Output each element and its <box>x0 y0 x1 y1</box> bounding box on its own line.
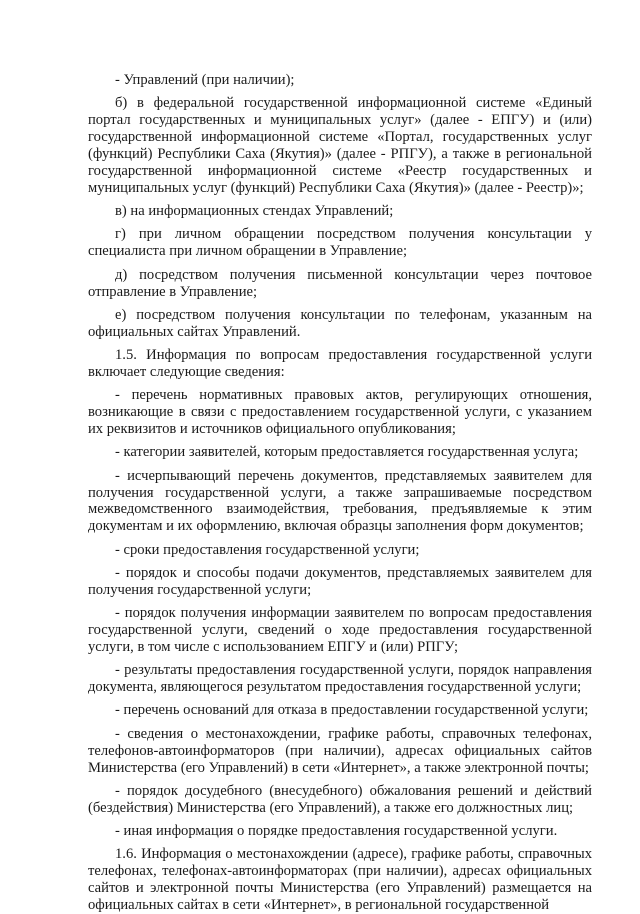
list-item-information-order: - порядок получения информации заявителем по вопросам предоставления государственной услуги, сведений о ходе предоставления государственной услуги, в том числе с использованием ЕПГУ и (или) РПГУ; <box>88 605 592 655</box>
paragraph-item-d-written: д) посредством получения письменной консультации через почтовое отправление в Управление; <box>88 266 592 300</box>
paragraph-item-e-phone: е) посредством получения консультации по телефонам, указанным на официальных сайтах Управлений. <box>88 306 592 340</box>
list-item-applicant-categories: - категории заявителей, которым предоставляется государственная услуга; <box>115 444 579 461</box>
paragraph-section-1-6: 1.6. Информация о местонахождении (адресе), графике работы, справочных телефонах, телефонах-автоинформаторах (при наличии), адресах официальных сайтов и электронной почты Министерства (его Управлений) размещается на официальных сайтах в сети «Интернет», в региональной государственной <box>88 846 592 914</box>
list-item-appeal-procedure: - порядок досудебного (внесудебного) обжалования решений и действий (бездействия) Министерства (его Управлений), а также его должностных лиц; <box>88 782 592 816</box>
list-item-documents: - исчерпывающий перечень документов, представляемых заявителем для получения государственной услуги, а также запрашиваемые посредством межведомственного взаимодействия, требования, предъявляемые к этим документам и их оформлению, включая образцы заполнения форм документов; <box>88 467 592 535</box>
document-page <box>88 72 592 914</box>
paragraph-item-b-epgu: б) в федеральной государственной информационной системе «Единый портал государственных и муниципальных услуг» (далее - ЕПГУ) и (или) государственной информационной системе «Портал, государственных услуг (функций) Республики Саха (Якутия)» (далее - РПГУ), а также в региональной государственной информационной системе «Реестр государственных и муниципальных услуг (функций) Республики Саха (Якутия)» (далее - Реестр)»; <box>88 95 592 196</box>
list-item-results: - результаты предоставления государственной услуги, порядок направления документа, являющегося результатом предоставления государственной услуги; <box>88 662 592 696</box>
list-item-submission: - порядок и способы подачи документов, представляемых заявителем для получения государственной услуги; <box>88 564 592 598</box>
paragraph-item-v-stands: в) на информационных стендах Управлений; <box>115 203 394 220</box>
list-item-legal-acts: - перечень нормативных правовых актов, регулирующих отношения, возникающие в связи с предоставлением государственной услуги, с указанием их реквизитов и источников официального опубликования; <box>88 387 592 438</box>
list-item-other-info: - иная информация о порядке предоставления государственной услуги. <box>115 823 558 840</box>
paragraph-item-g-personal: г) при личном обращении посредством получения консультации у специалиста при личном обращении в Управление; <box>88 226 592 260</box>
list-item-location-info: - сведения о местонахождении, графике работы, справочных телефонах, телефонов-автоинформаторов (при наличии), адресах официальных сайтов Министерства (его Управлений) в сети «Интернет», а также электронной почты; <box>88 725 592 776</box>
paragraph-item-continuation: - Управлений (при наличии); <box>115 72 295 88</box>
list-item-deadlines: - сроки предоставления государственной услуги; <box>115 541 420 558</box>
paragraph-section-1-5: 1.5. Информация по вопросам предоставления государственной услуги включает следующие сведения: <box>88 347 592 380</box>
list-item-refusal-grounds: - перечень оснований для отказа в предоставлении государственной услуги; <box>115 702 589 719</box>
